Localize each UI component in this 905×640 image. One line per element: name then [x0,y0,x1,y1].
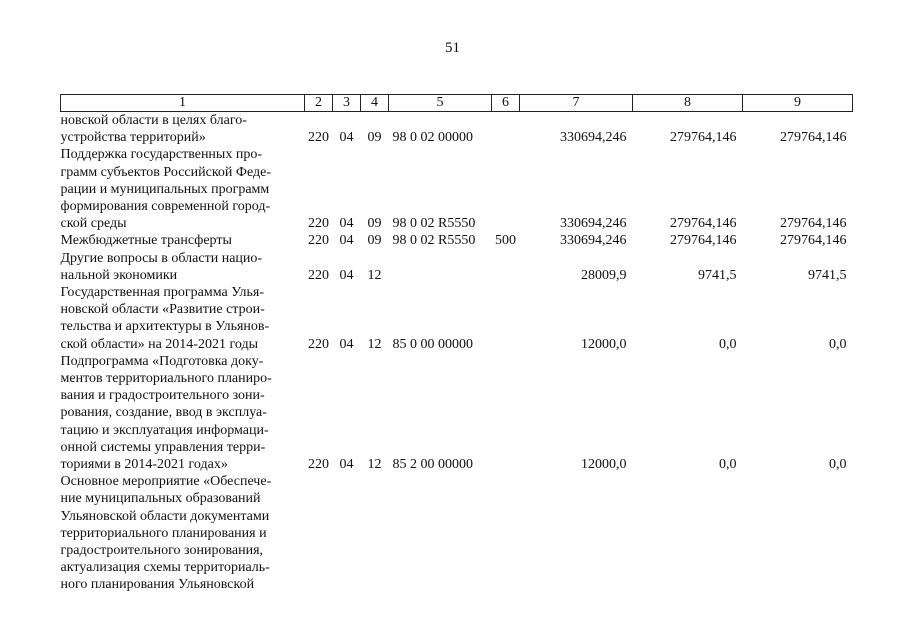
cell-col-4: 12 [367,336,382,352]
row-name [61,473,305,593]
cell-col-2: 220 [308,267,329,283]
cell-col-2: 220 [308,233,329,249]
row-name-line: грамм субъектов Российской Феде- [60,164,271,180]
table-row [61,146,853,232]
cell-col-9: 279764,146 [780,216,847,232]
cell-col-7: 28009,9 [581,267,627,283]
cell-col-5 [389,250,492,284]
cell-col-5 [389,473,492,593]
row-name [61,284,305,353]
column-header-1: 1 [61,95,305,112]
cell-col-4 [361,473,389,593]
row-name-line: градостроительного зонирования, [60,543,264,559]
cell-col-8: 279764,146 [670,130,737,146]
cell-col-9: 279764,146 [780,130,847,146]
column-header-9: 9 [743,95,853,112]
cell-col-7: 330694,246 [560,130,627,146]
row-name-line: ской области» на 2014-2021 годы [60,336,258,352]
cell-col-8: 0,0 [719,336,737,352]
table-body [61,112,853,594]
budget-table-container [60,94,852,594]
row-name [61,146,305,232]
column-header-7: 7 [520,95,633,112]
cell-col-3 [333,473,361,593]
row-name-line: ние муниципальных образований [60,491,261,507]
row-name-line: тельства и архитектуры в Ульянов- [60,319,270,335]
column-header-8: 8 [633,95,743,112]
cell-col-7 [520,473,633,593]
column-header-3: 3 [333,95,361,112]
row-name-line: нальной экономики [60,267,178,283]
cell-col-4: 12 [367,457,382,473]
row-name-line: актуализация схемы территориаль- [60,560,270,576]
cell-col-8 [633,473,743,593]
cell-col-3: 04 [339,457,354,473]
cell-col-8: 279764,146 [670,233,737,249]
row-name-line: Другие вопросы в области нацио- [60,250,263,266]
cell-col-3: 04 [339,130,354,146]
cell-col-6 [492,284,520,353]
table-row [61,473,853,593]
cell-col-4: 12 [367,267,382,283]
cell-col-4: 09 [367,130,382,146]
row-name-line: рации и муниципальных программ [60,181,270,197]
row-name-line: ного планирования Ульяновской [60,577,255,593]
row-name [61,250,305,284]
table-row [61,250,853,284]
cell-col-3: 04 [339,216,354,232]
cell-col-3: 04 [339,233,354,249]
cell-col-2 [305,473,333,593]
row-name-line: устройства территорий» [60,130,206,146]
table-row [61,232,853,249]
row-name-line: Ульяновской области документами [60,508,270,524]
table-header [61,95,853,112]
cell-col-2: 220 [308,216,329,232]
row-name-line: Подпрограмма «Подготовка доку- [60,353,264,369]
row-name-line: рования, создание, ввод в эксплуа- [60,405,267,421]
cell-col-6 [492,250,520,284]
row-name [61,353,305,473]
column-header-6: 6 [492,95,520,112]
cell-col-4: 09 [367,216,382,232]
cell-col-7: 12000,0 [581,457,627,473]
cell-col-2: 220 [308,336,329,352]
row-name-line: Основное мероприятие «Обеспече- [60,474,272,490]
row-name-line: ской среды [60,216,127,232]
header-row [61,95,853,112]
cell-col-9: 0,0 [829,457,847,473]
cell-col-7: 330694,246 [560,233,627,249]
table-row [61,112,853,147]
cell-col-5: 85 0 00 00000 [392,336,473,352]
cell-col-6 [492,112,520,147]
cell-col-2: 220 [308,130,329,146]
cell-col-5: 85 2 00 00000 [392,457,473,473]
row-name-line: Межбюджетные трансферты [60,233,232,249]
cell-col-5: 98 0 02 R5550 [392,233,476,249]
column-header-2: 2 [305,95,333,112]
row-name [61,232,305,249]
row-name-line: новской области «Развитие строи- [60,302,265,318]
cell-col-6 [492,146,520,232]
table-row [61,284,853,353]
cell-col-3: 04 [339,267,354,283]
cell-col-9 [743,473,853,593]
cell-col-6 [492,353,520,473]
row-name-line: вания и градостроительного зони- [60,388,265,404]
budget-table [60,94,853,594]
table-row [61,353,853,473]
cell-col-9: 0,0 [829,336,847,352]
cell-col-2: 220 [308,457,329,473]
cell-col-4: 09 [367,233,382,249]
row-name-line: Государственная программа Улья- [60,285,264,301]
cell-col-7: 330694,246 [560,216,627,232]
cell-col-7: 12000,0 [581,336,627,352]
cell-col-8: 0,0 [719,457,737,473]
row-name-line: онной системы управления терри- [60,439,266,455]
column-header-5: 5 [389,95,492,112]
cell-col-9: 9741,5 [808,267,847,283]
row-name-line: формирования современной город- [60,199,271,215]
cell-col-6: 500 [495,233,516,249]
column-header-4: 4 [361,95,389,112]
cell-col-3: 04 [339,336,354,352]
cell-col-9: 279764,146 [780,233,847,249]
row-name-line: Поддержка государственных про- [60,147,262,163]
row-name-line: территориального планирования и [60,525,267,541]
cell-col-8: 279764,146 [670,216,737,232]
cell-col-5: 98 0 02 00000 [392,130,473,146]
row-name-line: новской области в целях благо- [60,113,247,128]
row-name-line: ториями в 2014-2021 годах» [60,457,228,473]
row-name-line: тацию и эксплуатация информаци- [60,422,269,438]
cell-col-8: 9741,5 [698,267,737,283]
row-name [61,112,305,147]
cell-col-5: 98 0 02 R5550 [392,216,476,232]
cell-col-6 [492,473,520,593]
page-number: 51 [445,40,460,56]
row-name-line: ментов территориального планиро- [60,371,272,387]
